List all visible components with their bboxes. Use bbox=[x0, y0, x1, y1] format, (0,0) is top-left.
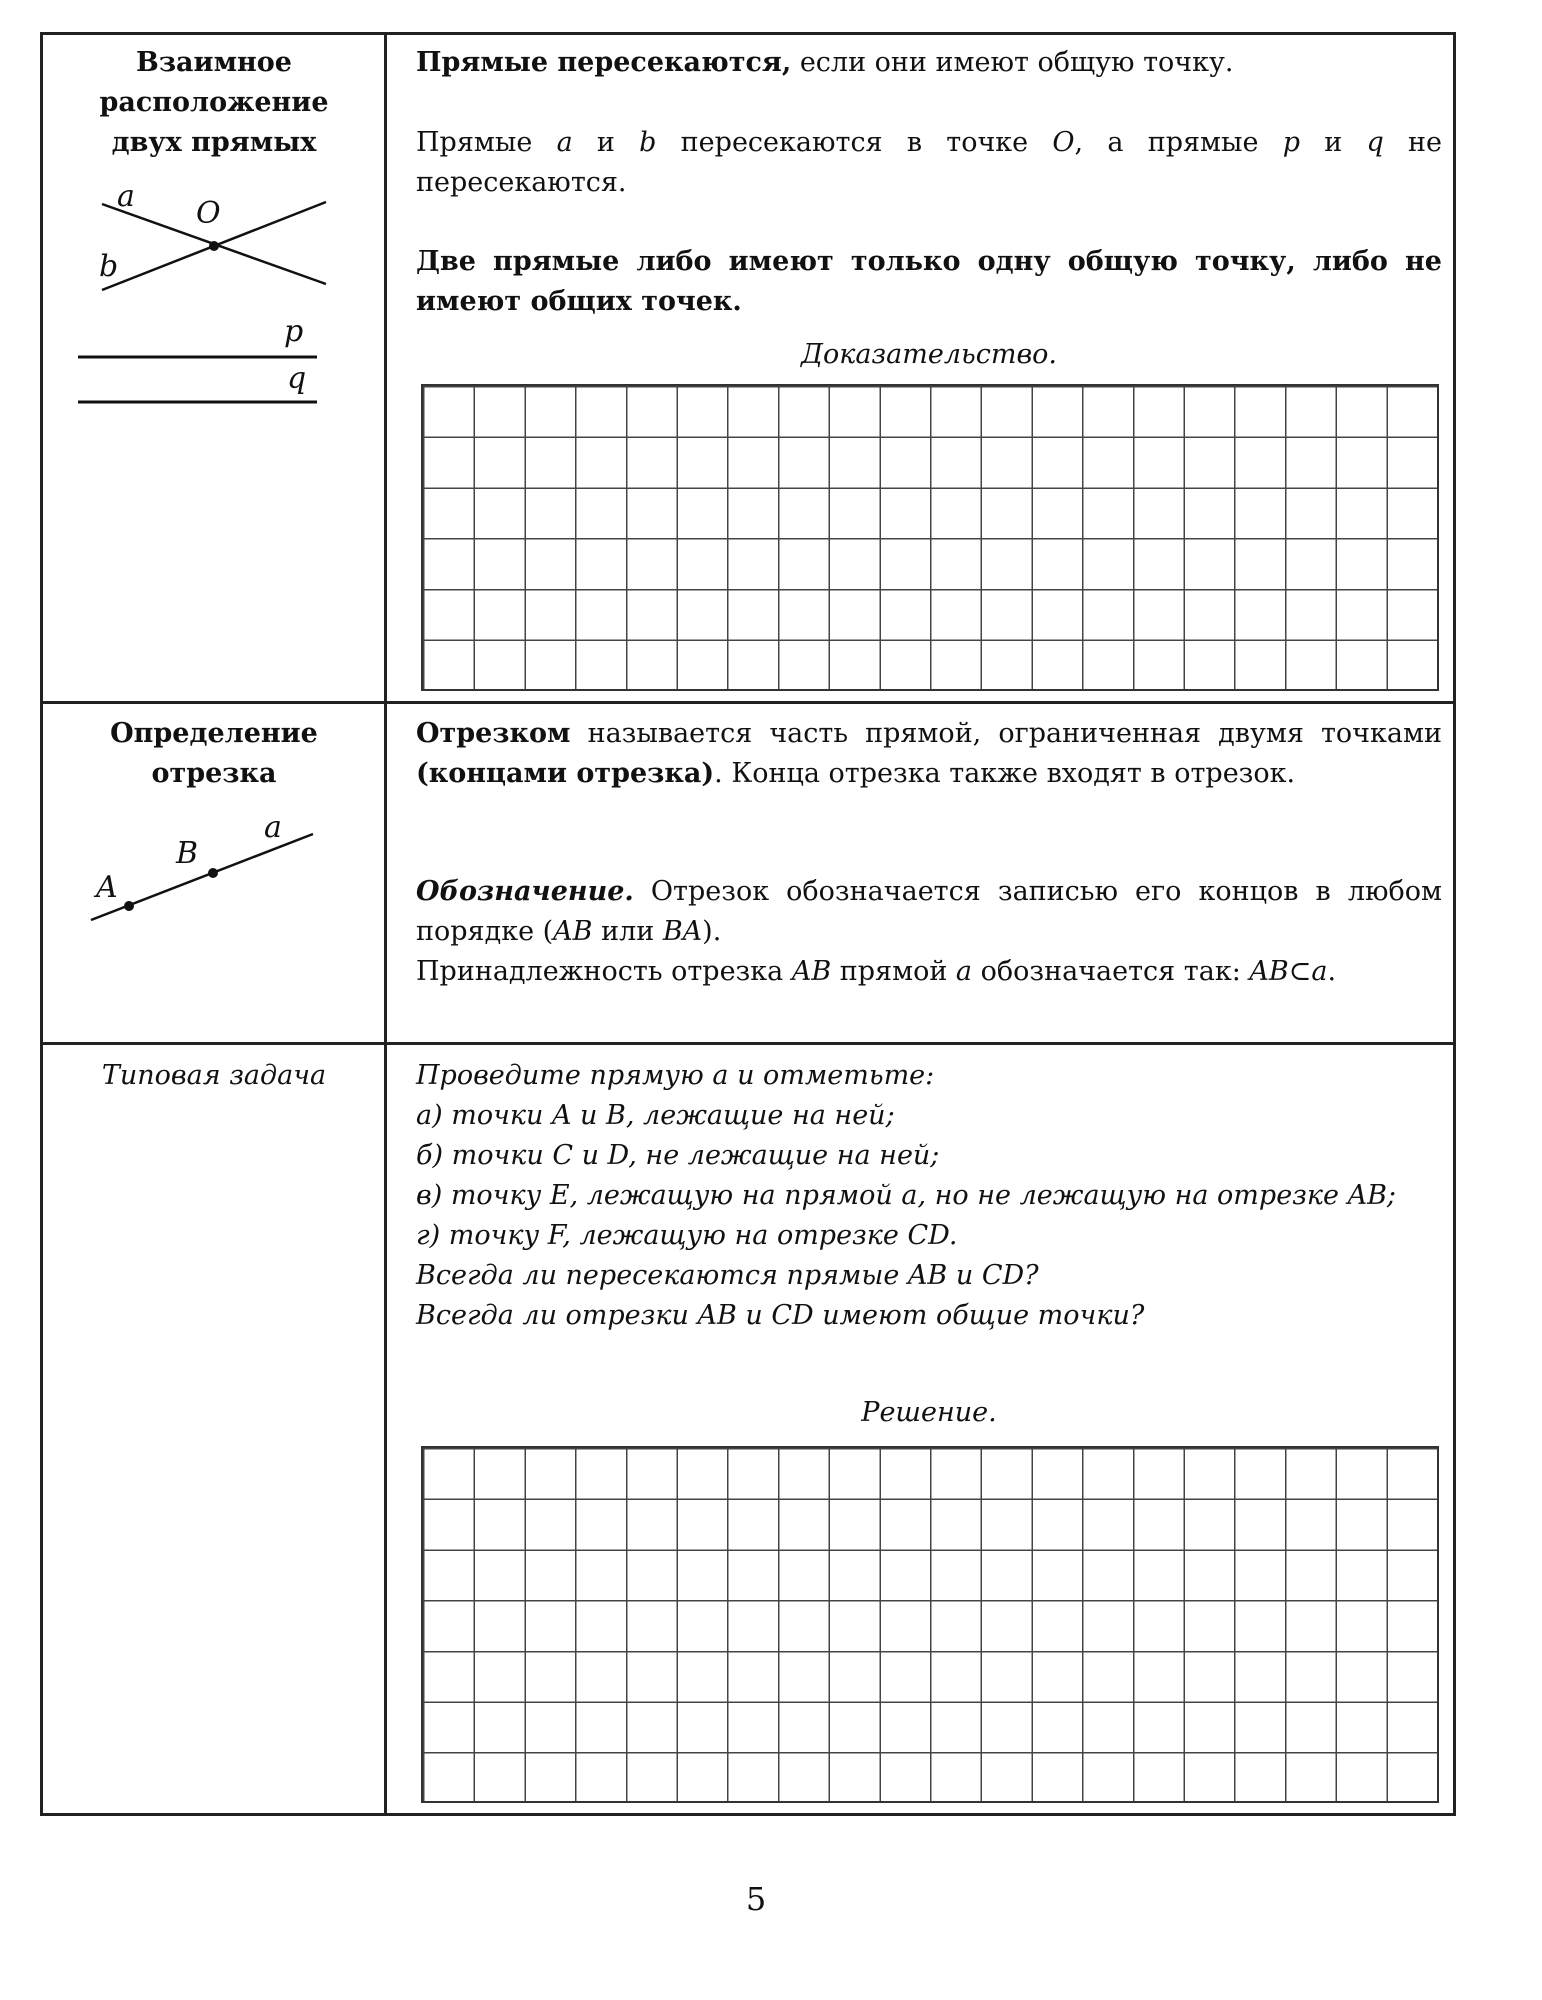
text: Принадлежность отрезка bbox=[416, 956, 792, 987]
text: обозначается так: bbox=[972, 956, 1250, 987]
theorem-text: Две прямые либо имеют только одну общую точку, либо не имеют общих точек. bbox=[416, 246, 1442, 317]
solution-label-text: Решение. bbox=[861, 1397, 997, 1428]
title-line: Взаимное bbox=[136, 47, 292, 78]
proof-label-text: Доказательство. bbox=[801, 339, 1057, 370]
label-a: a bbox=[117, 179, 135, 214]
text: называется часть прямой, ограниченная двумя точками bbox=[570, 718, 1442, 749]
term: Обозначение. bbox=[416, 876, 634, 907]
var: O bbox=[1052, 127, 1075, 158]
label-O: O bbox=[196, 196, 221, 231]
formula: AB⊂a bbox=[1249, 956, 1328, 987]
segment-definition bbox=[416, 714, 1442, 794]
var: q bbox=[1366, 127, 1384, 158]
text: прямой bbox=[831, 956, 956, 987]
text: . bbox=[1327, 956, 1337, 987]
task-line: в) точку E, лежащую на прямой a, но не лежащую на отрезке AB; bbox=[416, 1180, 1397, 1211]
title-line: Определение bbox=[110, 718, 318, 749]
task-line: Проведите прямую а и отметьте: bbox=[416, 1060, 935, 1091]
text: Отрезок обозначается записью его концов в любом порядке ( bbox=[416, 876, 1442, 947]
text: пересекаются в точке bbox=[656, 127, 1053, 158]
point-B bbox=[208, 868, 218, 878]
task-text bbox=[416, 1056, 1442, 1336]
var: a bbox=[556, 127, 573, 158]
row2-title bbox=[44, 714, 384, 794]
label-B: B bbox=[176, 836, 199, 871]
page-number: 5 bbox=[745, 1880, 767, 1918]
task-line: Всегда ли пересекаются прямые AB и CD? bbox=[416, 1260, 1039, 1291]
task-line: а) точки A и B, лежащие на ней; bbox=[416, 1100, 895, 1131]
task-line: б) точки C и D, не лежащие на ней; bbox=[416, 1140, 940, 1171]
label-p: p bbox=[284, 314, 304, 349]
proof-label bbox=[416, 335, 1442, 375]
var: AB bbox=[553, 916, 593, 947]
segment-notation bbox=[416, 872, 1442, 992]
text: , а прямые bbox=[1074, 127, 1283, 158]
membership-paragraph bbox=[416, 952, 1442, 992]
theorem bbox=[416, 242, 1442, 322]
notation-paragraph bbox=[416, 872, 1442, 952]
var: AB bbox=[791, 956, 832, 987]
var: p bbox=[1282, 127, 1301, 158]
var: b bbox=[639, 127, 657, 158]
term: Прямые пересекаются, bbox=[416, 47, 792, 78]
proof-grid[interactable] bbox=[421, 384, 1439, 691]
label-A: A bbox=[96, 870, 118, 905]
diagrams bbox=[0, 0, 400, 1050]
point-A bbox=[124, 901, 134, 911]
text: не пересекаются. bbox=[416, 127, 1442, 198]
text: . Конца отрезка также входят в отрезок. bbox=[714, 758, 1296, 789]
solution-label bbox=[416, 1393, 1442, 1433]
task-line: г) точку F, лежащую на отрезке CD. bbox=[416, 1220, 958, 1251]
solution-grid[interactable] bbox=[421, 1446, 1439, 1803]
title-line: расположение bbox=[99, 87, 329, 118]
var: BA bbox=[662, 916, 703, 947]
title-line: отрезка bbox=[151, 758, 277, 789]
label-q: q bbox=[287, 361, 307, 396]
label-b: b bbox=[99, 249, 119, 284]
text: и bbox=[1300, 127, 1367, 158]
point-O bbox=[209, 241, 219, 251]
intersection-example bbox=[416, 123, 1442, 203]
row3-title bbox=[44, 1056, 384, 1096]
text: или bbox=[592, 916, 663, 947]
term: (концами отрезка) bbox=[416, 758, 715, 789]
var: a bbox=[955, 956, 973, 987]
label-a: a bbox=[264, 810, 282, 845]
text: если они имеют общую точку. bbox=[791, 47, 1234, 78]
text: ). bbox=[702, 916, 722, 947]
text: Прямые bbox=[416, 127, 557, 158]
title-line: двух прямых bbox=[111, 127, 317, 158]
task-line: Всегда ли отрезки AB и CD имеют общие точки? bbox=[416, 1300, 1145, 1331]
intersection-definition bbox=[416, 43, 1442, 83]
text: и bbox=[572, 127, 640, 158]
intersecting-lines-diagram bbox=[78, 179, 326, 402]
segment-diagram bbox=[91, 810, 313, 920]
title-text: Типовая задача bbox=[101, 1060, 327, 1091]
term: Отрезком bbox=[416, 718, 571, 749]
